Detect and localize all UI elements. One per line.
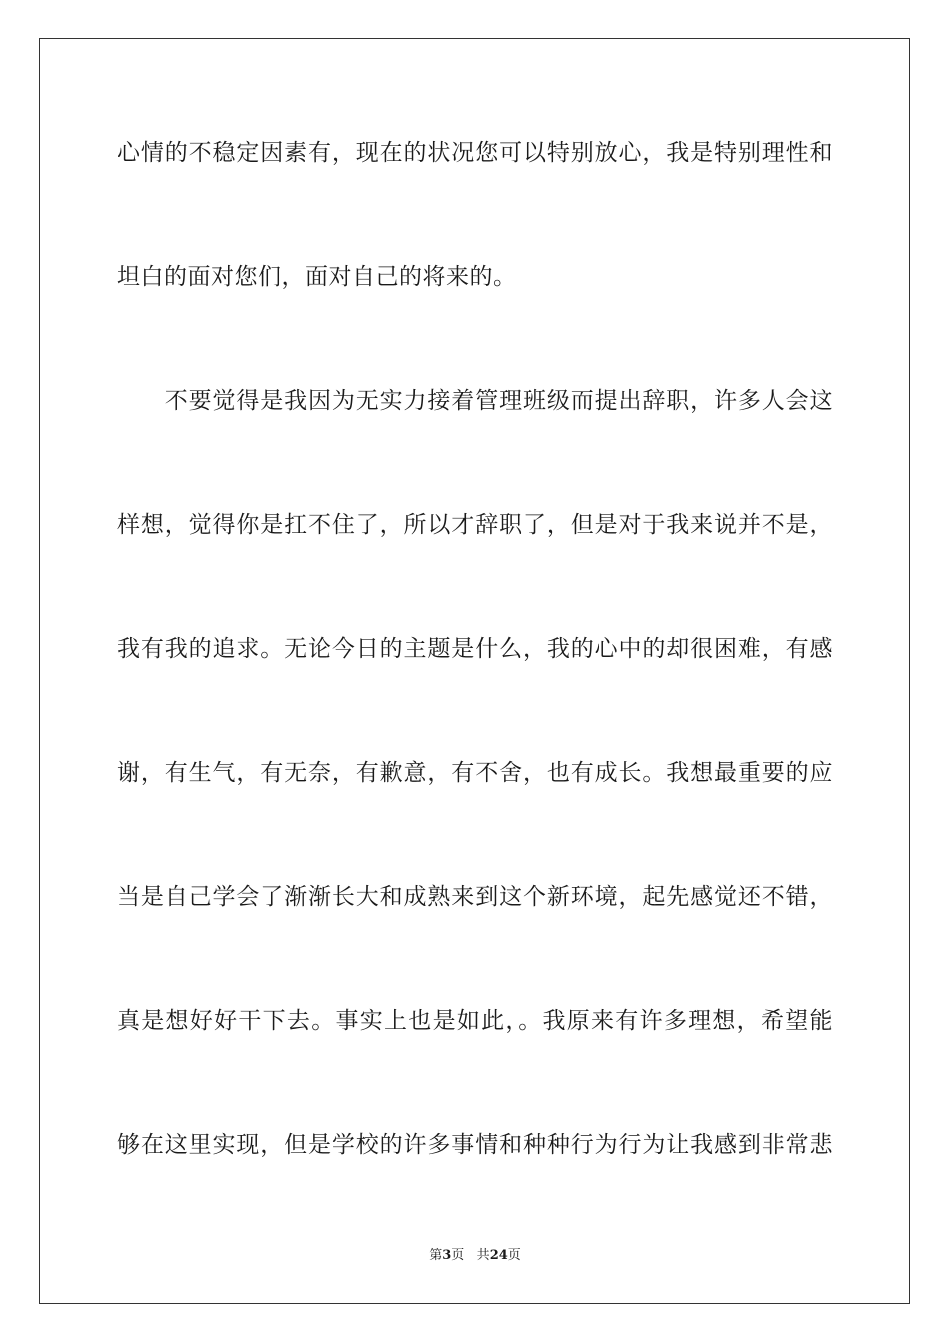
total-suffix: 页	[507, 1248, 521, 1263]
text-line-5: 我有我的追求。无论今日的主题是什么，我的心中的却很困难，有感	[117, 636, 833, 662]
page-total: 24	[489, 1248, 508, 1263]
total-prefix: 共	[476, 1248, 490, 1263]
text-line-2: 坦白的面对您们，面对自己的将来的。	[117, 264, 517, 290]
text-line-6: 谢，有生气，有无奈，有歉意，有不舍，也有成长。我想最重要的应	[117, 760, 833, 786]
page-current: 3	[442, 1248, 452, 1263]
page-suffix: 页	[451, 1248, 465, 1263]
text-line-8: 真是想好好干下去。事实上也是如此，。我原来有许多理想，希望能	[117, 1008, 833, 1034]
text-line-3: 不要觉得是我因为无实力接着管理班级而提出辞职，许多人会这	[117, 388, 833, 414]
page-footer	[0, 1247, 950, 1265]
text-line-9: 够在这里实现，但是学校的许多事情和种种行为行为让我感到非常悲	[117, 1132, 833, 1158]
text-line-4: 样想，觉得你是扛不住了，所以才辞职了，但是对于我来说并不是，	[117, 512, 833, 538]
text-line-1: 心情的不稳定因素有，现在的状况您可以特别放心，我是特别理性和	[117, 140, 833, 166]
page-border	[39, 38, 910, 1304]
page-prefix: 第	[429, 1248, 443, 1263]
text-line-7: 当是自己学会了渐渐长大和成熟来到这个新环境，起先感觉还不错，	[117, 884, 833, 910]
